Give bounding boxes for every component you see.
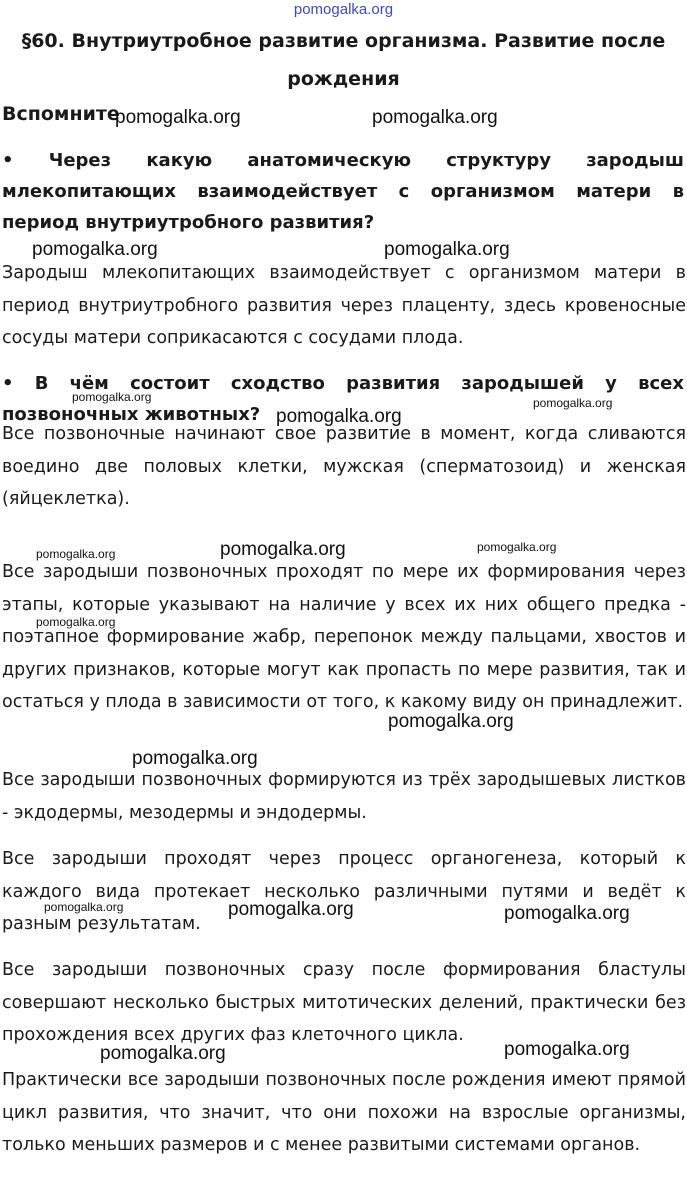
- answer-1: Зародыш млекопитающих взаимодействует с организмом матери в период внутриутробного развития через плаценту, здесь кровеносные сосуды матери соприкасаются с сосудами плода.: [2, 263, 686, 348]
- question-2: • В чём состоит сходство развития зародышей у всех позвоночных животных?: [2, 373, 684, 425]
- watermark: pomogalka.org: [115, 107, 241, 128]
- watermark: pomogalka.org: [504, 903, 630, 924]
- remember-heading: Вспомните: [2, 103, 120, 125]
- watermark: pomogalka.org: [228, 899, 354, 920]
- watermark: pomogalka.org: [388, 711, 514, 732]
- watermark: pomogalka.org: [44, 900, 124, 914]
- header-watermark: pomogalka.org: [293, 1, 394, 18]
- watermark: pomogalka.org: [477, 540, 557, 554]
- answer-paragraph: Практически все зародыши позвоночных после рождения имеют прямой цикл развития, что значит, что они похожи на взрослые организмы, только меньших размеров и с менее развитыми системами органов.: [2, 1070, 686, 1155]
- page-title: §60. Внутриутробное развитие организма. Развитие после рождения: [21, 30, 666, 90]
- watermark: pomogalka.org: [32, 239, 158, 260]
- watermark: pomogalka.org: [72, 390, 152, 404]
- answer-paragraph: Все позвоночные начинают свое развитие в момент, когда сливаются воедино две половых клетки, мужская (сперматозоид) и женская (яйцеклетка).: [2, 424, 686, 509]
- answer-paragraph: Все зародыши позвоночных сразу после формирования бластулы совершают несколько быстрых митотических делений, практически без прохождения всех других фаз клеточного цикла.: [2, 960, 686, 1045]
- watermark: pomogalka.org: [384, 239, 510, 260]
- answer-paragraph: Все зародыши проходят через процесс органогенеза, который к каждого вида протекает несколько различными путями и ведёт к разным результатам.: [2, 849, 686, 934]
- answer-paragraph: Все зародыши позвоночных формируются из трёх зародышевых листков - экдодермы, мезодермы и эндодермы.: [2, 770, 686, 823]
- watermark: pomogalka.org: [220, 539, 346, 560]
- question-1: • Через какую анатомическую структуру зародыш млекопитающих взаимодействует с организмом матери в период внутриутробного развития?: [2, 150, 684, 233]
- watermark: pomogalka.org: [132, 748, 258, 769]
- watermark: pomogalka.org: [533, 396, 613, 410]
- watermark: pomogalka.org: [36, 547, 116, 561]
- watermark: pomogalka.org: [372, 107, 498, 128]
- answer-paragraph: Все зародыши позвоночных проходят по мере их формирования через этапы, которые указывают на наличие у всех их них общего предка - поэтапное формирование жабр, перепонок между пальцами, хвостов и других признаков, которые могут как пропасть по мере развития, так и остаться у плода в зависимости от того, к какому виду он принадлежит.: [2, 562, 686, 712]
- watermark: pomogalka.org: [276, 406, 402, 427]
- watermark: pomogalka.org: [36, 615, 116, 629]
- watermark: pomogalka.org: [504, 1039, 630, 1060]
- watermark: pomogalka.org: [100, 1043, 226, 1064]
